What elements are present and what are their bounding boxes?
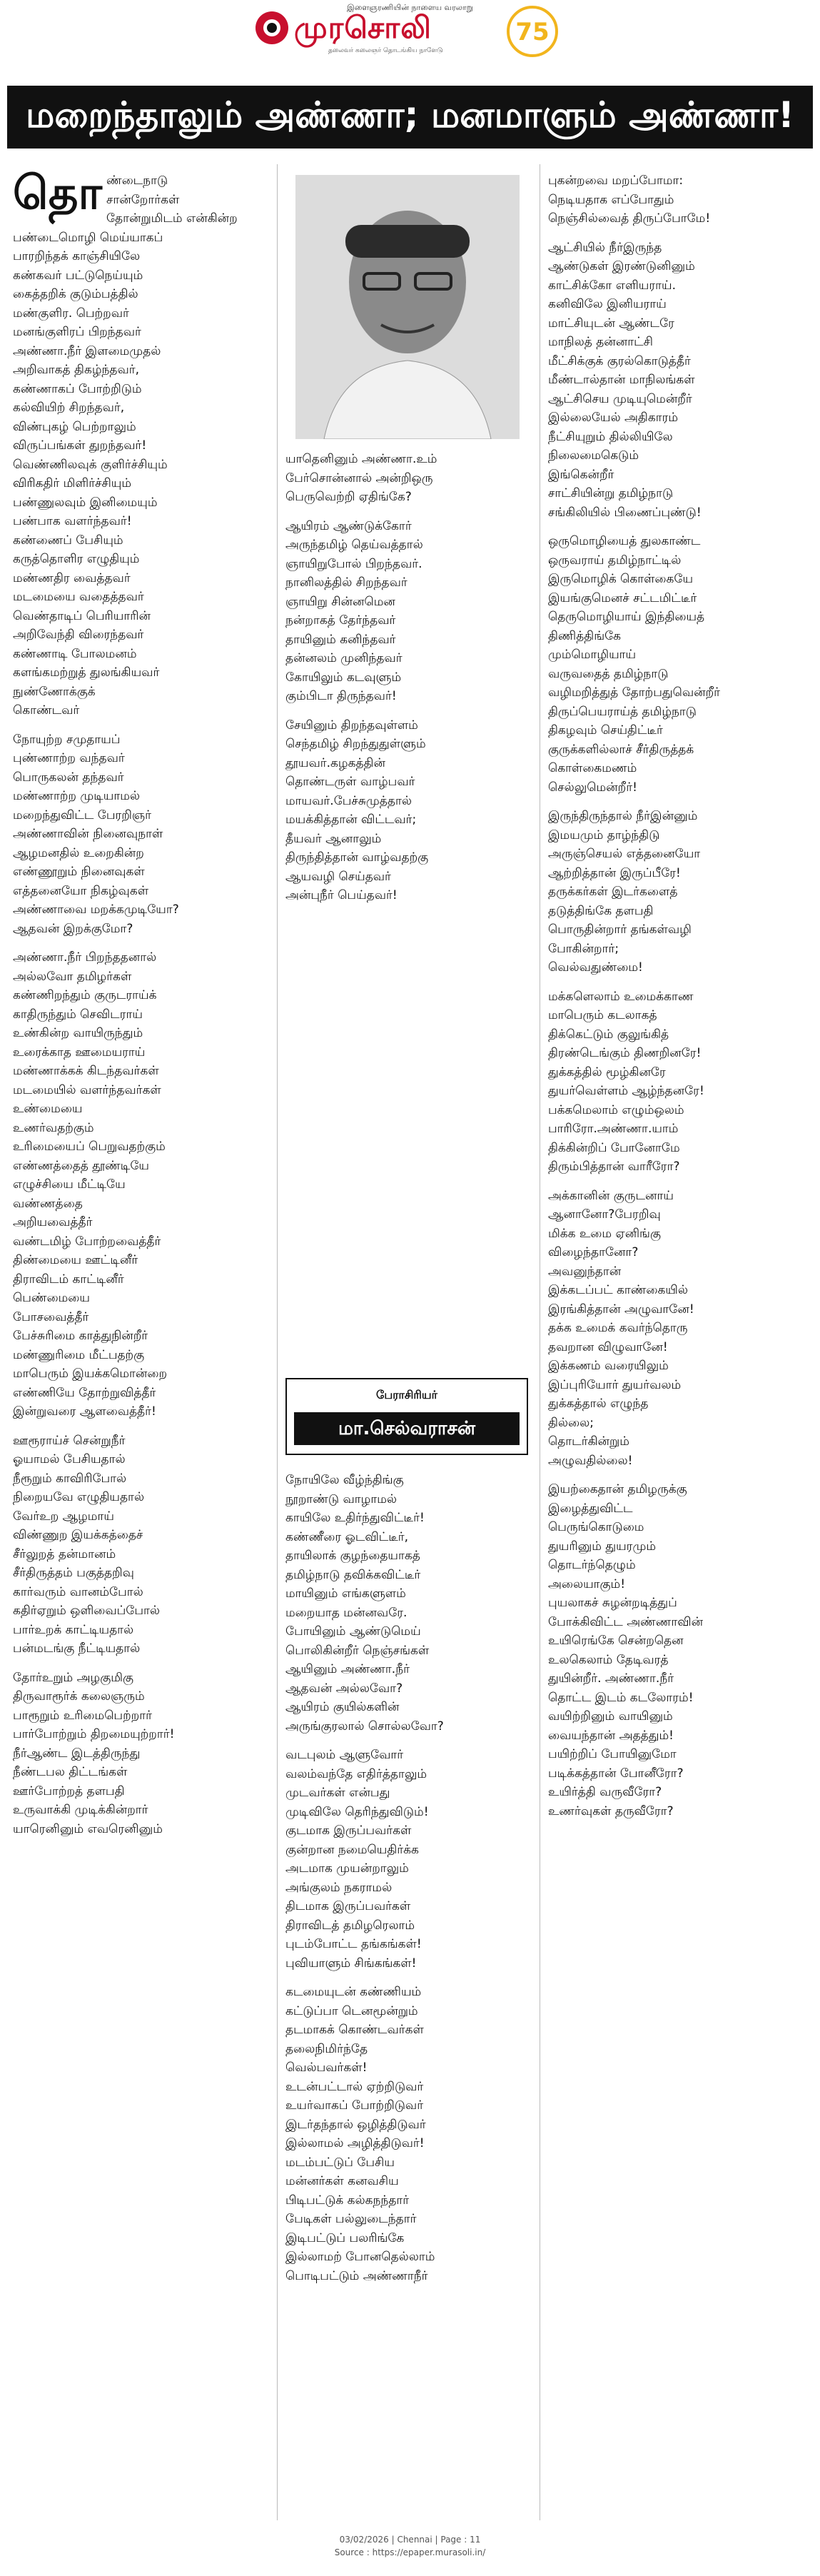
footer-date-line: 03/02/2026 | Chennai | Page : 11 xyxy=(339,2535,481,2545)
column-1-paragraph: நோயுற்ற சமுதாயப் புண்ணாற்ற வந்தவர் பொருகலன் தந்தவர் மண்ணாற்ற முடியாமல் மறைந்துவிட்ட பேரறிஞர் அண்ணாவின் நினைவுநாள் ஆழமனதில் உறைகின்ற எண்ணூறும் நினைவுகள் எத்தனையோ நிகழ்வுகள் அண்ணாவை மறக்கமுடியோ? ஆதவன் இறக்குமோ? xyxy=(13,732,179,936)
footer xyxy=(0,2533,820,2559)
column-3-paragraph: ஆட்சியில் நீர்இருந்த ஆண்டுகள் இரண்டுனினும் காட்சிக்கோ எளியராய். கனிவிலே இனியராய் மாட்சியுடன் ஆண்டரே மாநிலத் தன்னாட்சி மீட்சிக்குக் குரல்கொடுத்தீர் மீண்டால்தான் மாநிலங்கள் ஆட்சிசெய முடியுமென்றீர் இல்லையேல் அதிகாரம் நீட்சியுறும் தில்லியிலே நிலைமைகெடும் இங்கென்றீர் சாட்சியின்று தமிழ்நாடு சங்கிலியில் பிணைப்புண்டு! xyxy=(548,240,702,520)
page-title: மறைந்தாலும் அண்ணா; மனமாளும் அண்ணா! xyxy=(26,94,794,136)
column-3-paragraph: இருந்திருந்தால் நீர்இன்னும் இமயமும் தாழ்ந்திடு அருஞ்செயல் எத்தனையோ ஆற்றித்தான் இருப்பீரே! தருக்கர்கள் இடர்களைத் தடுத்திங்கே தளபதி பொருதின்றார் தங்கள்வழி போகின்றார்; வெல்வதுண்மை! xyxy=(548,809,701,975)
column-3-paragraph: ஒருமொழியைத் துலகாண்ட ஒருவராய் தமிழ்நாட்டில் இருமொழிக் கொள்கையே இயங்குமெனச் சட்டமிட்டீர் தெருமொழியாய் இந்தியைத் திணித்திங்கே மும்மொழியாய் வருவதைத் தமிழ்நாடு வழிமறித்துத் தோற்பதுவென்றீர் திருப்பெயராய்த் தமிழ்நாடு திகழவும் செய்திட்டீர் குருக்களில்லாச் சீர்திருத்தக் கொள்கைமணம் செல்லுமென்றீர்! xyxy=(548,534,720,795)
column-divider-left xyxy=(277,164,278,2520)
column-1 xyxy=(13,167,270,1848)
anniversary-badge xyxy=(505,4,560,59)
column-3-paragraph: இயற்கைதான் தமிழருக்கு இழைத்துவிட்ட பெருங்கொடுமை துயரினும் துயரமும் தொடர்ந்தெழும் அலையாகும்! புயலாகச் சுழன்றடித்துப் போக்கிவிட்ட அண்ணாவின் உயிரெங்கே சென்றதென உலகெலாம் தேடிவரத் துயின்றீர். அண்ணா.நீர் தொட்ட இடம் கடலோரம்! வயிற்றினும் வாயினும் வையந்தான் அதத்தும்! பயிற்றிப் போயினுமோ படிக்கத்தான் போனீரோ? உயிர்த்தி வருவீரோ? உணர்வுகள் தருவீரோ? xyxy=(548,1482,704,1818)
logo-subtitle: தலைவர் கலைஞர் தொடங்கிய நாளேடு xyxy=(328,47,443,54)
dropcap: தொ xyxy=(13,167,102,220)
column-2-top xyxy=(285,450,532,915)
column-1-paragraph: தோர்உறும் அழகுமிகு திருவாரூர்க் கலைஞரும் பாரூறும் உரிமைபெற்றார் பார்போற்றும் திறமையுற்றார்! நீர்ஆண்ட இடத்திருந்து நீண்டபல திட்டங்கள் ஊர்போற்றத் தளபதி உருவாக்கி முடிக்கின்றார் யாரெனினும் எவரெனினும் xyxy=(13,1670,175,1836)
column-2-paragraph: சேயினும் திறந்தவுள்ளம் செந்தமிழ் சிறந்துதுள்ளும் தூயவர்.கழகத்தின் தொண்டருள் வாழ்பவர் மாயவர்.பேச்சுமுத்தால் மயக்கித்தான் விட்டவர்; தீயவர் ஆனாலும் திருந்தித்தான் வாழ்வதற்கு ஆயவழி செய்தவர் அன்புநீர் பெய்தவர்! xyxy=(285,718,429,902)
column-1-paragraph: ஊரூராய்ச் சென்றுநீர் ஓயாமல் பேசியதால் நீரூறும் காவிரிபோல் நிறையவே எழுதியதால் வேர்உற ஆழமாய் விண்ணுற இயக்கத்தைச் சீர்லுறத் தன்மானம் சீர்திருத்தம் பகுத்தறிவு கார்வரும் வானம்போல் கதிர்ஏறும் ஒளிவைப்போல் பார்உறக் காட்டியதால் பன்மடங்கு நீட்டியதால் xyxy=(13,1433,160,1656)
column-3-paragraph: புகன்றவை மறப்போமா: நெடியதாக எப்போதும் நெஞ்சில்வைத் திருப்போமே! xyxy=(548,173,711,226)
anniversary-number: 75 xyxy=(515,18,550,46)
column-1-paragraph: ண்டைநாடு சான்றோர்கள் தோன்றுமிடம் என்கின்ற பண்டைமொழி மெய்யாகப் பாரறிந்தக் காஞ்சியிலே கண்கவர் பட்டுநெய்யும் கைத்தறிக் குடும்பத்தில் மண்குளிர. பெற்றவர் மனங்குளிரப் பிறந்தவர் அண்ணா.நீர் இளமைமுதல் அறிவாகத் திகழ்ந்தவர், கண்ணாகப் போற்றிடும் கல்வியிற் சிறந்தவர், விண்புகழ் பெற்றாலும் விருப்பங்கள் துறந்தவர்! வெண்ணிலவுக் குளிர்ச்சியும் விரிகதிர் மிளிர்ச்சியும் பண்ணுலவும் இனிமையும் பண்பாக வளர்ந்தவர்! கண்ணைப் பேசியும் கருத்தொளிர எழுதியும் மண்ணதிர வைத்தவர் மடமையை வதைத்தவர் வெண்தாடிப் பெரியாரின் அறிவேந்தி விரைந்தவர் கண்ணாடி போலமனம் களங்கமற்றுத் துலங்கியவர் நுண்ணோக்குக் கொண்டவர் xyxy=(13,173,238,718)
column-2-paragraph: வடபுலம் ஆளுவோர் வலம்வந்தே எதிர்த்தாலும் முடவர்கள் என்பது முடிவிலே தெரிந்துவிடும்! குடமாக இருப்பவர்கள் குன்றான நமையெதிர்க்க அடமாக முயன்றாலும் அங்குலம் நகராமல் திடமாக இருப்பவர்கள் திராவிடத் தமிழரெலாம் புடம்போட்ட தங்கங்கள்! புவியாளும் சிங்கங்கள்! xyxy=(285,1748,429,1971)
column-2-paragraph: ஆயிரம் ஆண்டுக்கோர் அருந்தமிழ் தெய்வத்தால் ஞாயிறுபோல் பிறந்தவர். நானிலத்தில் சிறந்தவர் ஞாயிறு சின்னமென நன்றாகத் தேர்ந்தவர் தாயினும் கனிந்தவர் தன்னலம் முனிந்தவர் கோயிலும் கடவுளும் கும்பிடா திருந்தவர்! xyxy=(285,518,423,703)
column-2-paragraph: நோயிலே வீழ்ந்திங்கு நூறாண்டு வாழாமல் காயிலே உதிர்ந்துவிட்டீர்! கண்ணீரை ஓடவிட்டீர், தாயிலாக் குழந்தையாகத் தமிழ்நாடு தவிக்கவிட்டீர் மாயினும் எங்களுளம் மறையாத மன்னவரே. போயினும் ஆண்டுமெய் பொலிகின்றீர் நெஞ்சங்கள் ஆயினும் அண்ணா.நீர் ஆதவன் அல்லவோ? ஆயிரம் குயில்களின் அருங்குரலால் சொல்லவோ? xyxy=(285,1473,444,1734)
column-2-paragraph: கடமையுடன் கண்ணியம் கட்டுப்பா டெனமூன்றும் தடமாகக் கொண்டவர்கள் தலைநிமிர்ந்தே வெல்பவர்கள்! உடன்பட்டால் ஏற்றிடுவர் உயர்வாகப் போற்றிடுவர் இடர்தந்தால் ஒழித்திடுவர் இல்லாமல் அழித்திடுவர்! மடம்பட்டுப் பேசிய மன்னர்கள் கனவசிய பிடிபட்டுக் கல்கநந்தார் பேடிகள் பல்லுடைந்தார் இடிபட்டுப் பலரிங்கே இல்லாமற் போனதெல்லாம் பொடிபட்டும் அண்ணாநீர் xyxy=(285,1985,435,2283)
logo-emblem-icon xyxy=(255,11,288,44)
masthead xyxy=(0,0,820,79)
logo-text: முரசொலி xyxy=(294,10,432,45)
column-3-paragraph: அக்கானின் குருடனாய் ஆனானோ?பேரறிவு மிக்க உமை ஏனிங்கு விழைந்தானோ? அவனுந்தான் இக்கடப்பட் காண்கையில் இரங்கித்தான் அழுவானே! தக்க உமைக் கவர்ந்தொரு தவறான விழுவானே! இக்கணம் வரையிலும் இப்புரியோர் துயர்வலம் துக்கத்தால் எழுந்த தில்லை; தொடர்கின்றும் அழுவதில்லை! xyxy=(548,1188,694,1468)
footer-source-link[interactable]: Source : https://epaper.murasoli.in/ xyxy=(334,2547,486,2557)
author-role: பேராசிரியர் xyxy=(375,1388,437,1402)
author-box xyxy=(285,1378,528,1455)
column-3-paragraph: மக்களெலாம் உமைக்காண மாபெரும் கடலாகத் திக்கெட்டும் குலுங்கித் திரண்டெங்கும் திணறினரே! துக்கத்தில் மூழ்கினரே துயர்வெள்ளம் ஆழ்ந்தனரே! பக்கமெலாம் எழும்ஒலம் பாரிரோ.அண்ணா.யாம் திக்கின்றிப் போனோமே திரும்பித்தான் வாரீரோ? xyxy=(548,989,704,1174)
author-name: மா.செல்வராசன் xyxy=(294,1412,520,1445)
headline-banner xyxy=(7,86,813,149)
column-2-bottom xyxy=(285,1471,532,2295)
portrait-photo xyxy=(295,175,520,439)
column-2-paragraph: யாதெனினும் அண்ணா.உம் பேர்சொன்னால் அன்றிஒரு பெருவெற்றி ஏதிங்கே? xyxy=(285,452,437,504)
column-3 xyxy=(548,171,812,1831)
masthead-tagline: இளைஞரணியின் நாளைய வரலாறு xyxy=(347,3,473,12)
column-1-paragraph: அண்ணா.நீர் பிறந்ததனால் அல்லவோ தமிழர்கள் கண்ணிறந்தும் குருடராய்க் காதிருந்தும் செவிடராய் உண்கின்ற வாயிருந்தும் உரைக்காத ஊமையராய் மண்ணாக்கக் கிடந்தவர்கள் மடமையில் வளர்ந்தவர்கள் உண்மையை உணர்வதற்கும் உரிமையைப் பெறுவதற்கும் எண்ணத்தைத் தூண்டியே எழுச்சியை மீட்டியே வண்ணத்தை அறியவைத்தீர் வண்டமிழ் போற்றவைத்தீர் திண்மையை ஊட்டினீர் திராவிடம் காட்டினீர் பெண்மையை போசவைத்தீர் பேச்சுரிமை காத்துநின்றீர் மண்ணுரிமை மீட்பதற்கு மாபெரும் இயக்கமொன்றை எண்ணியே தோற்றுவித்தீர் இன்றுவரை ஆளவைத்தீர்! xyxy=(13,950,168,1419)
